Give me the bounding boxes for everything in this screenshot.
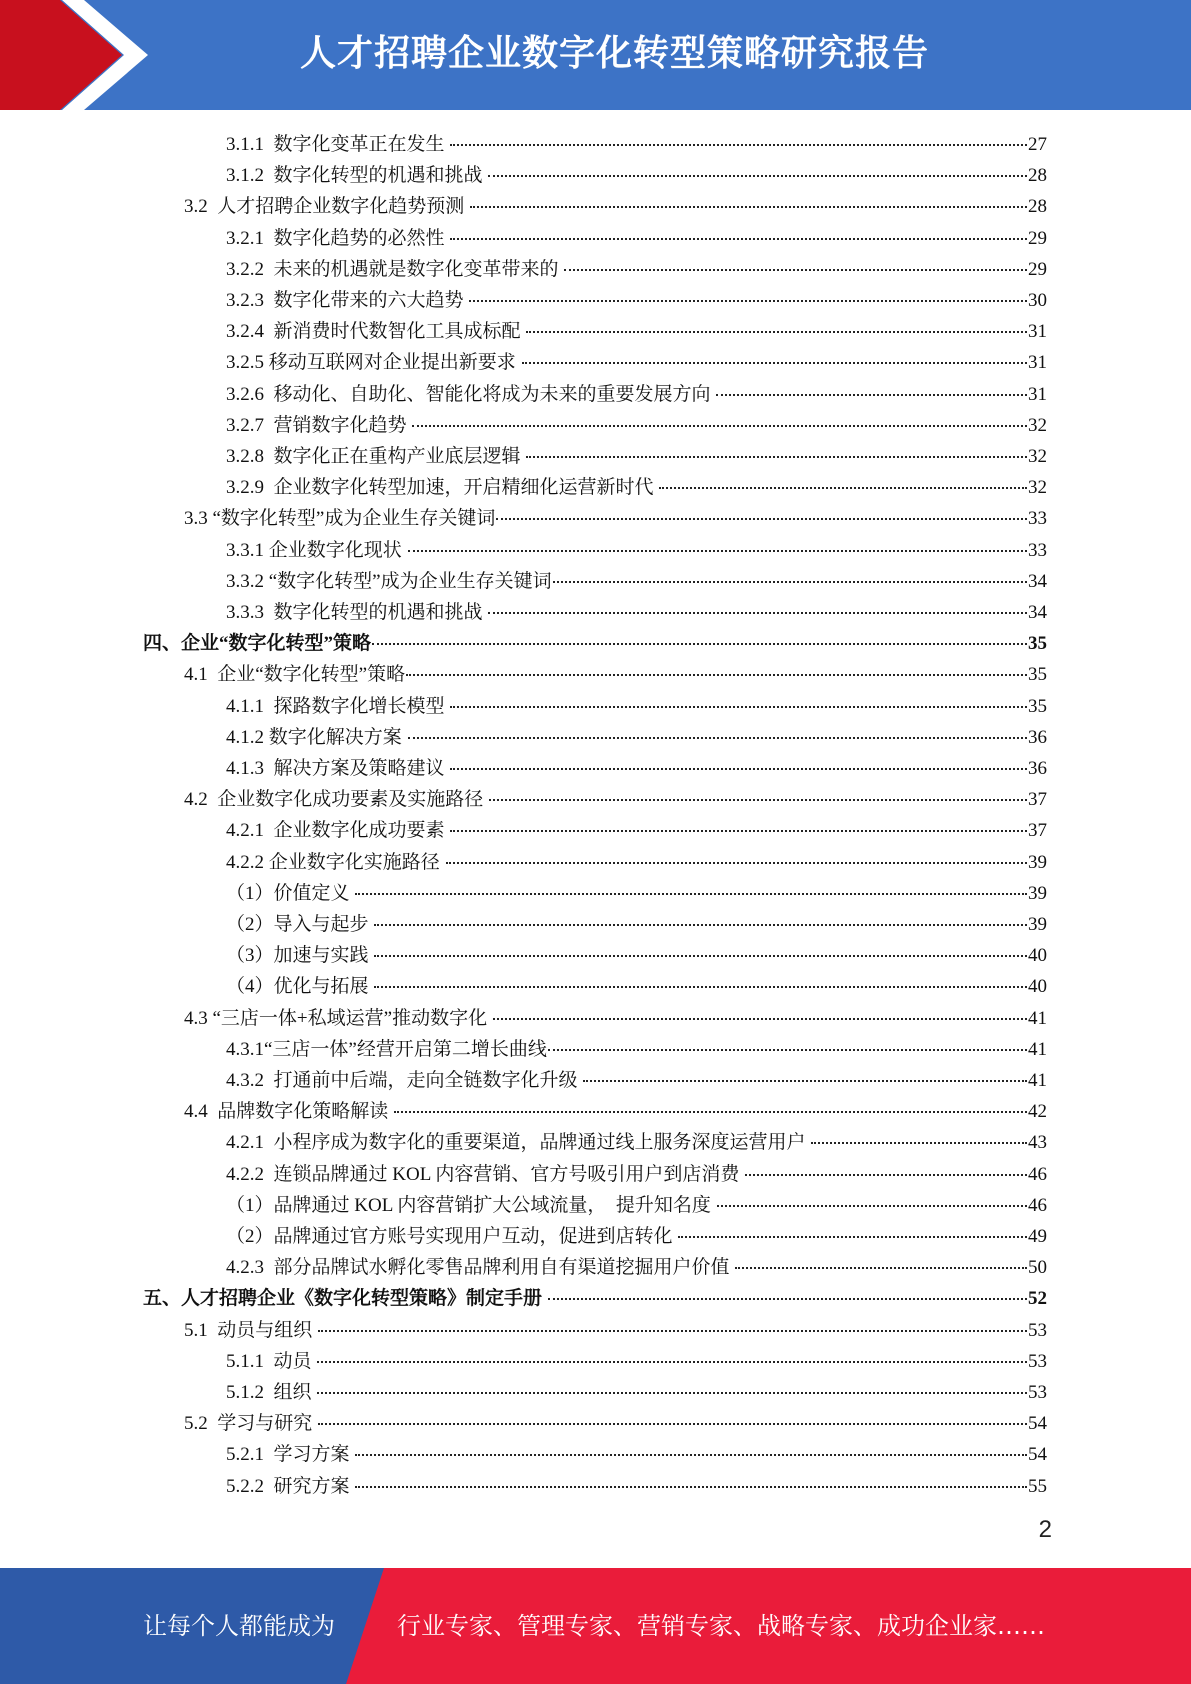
toc-entry[interactable]	[226, 316, 1047, 347]
toc-entry[interactable]	[226, 1377, 1047, 1408]
toc-entry-title: 3.2.4 新消费时代数智化工具成标配	[226, 321, 526, 343]
toc-dot-leader	[493, 1017, 1027, 1020]
toc-dot-leader	[745, 1173, 1027, 1176]
footer-slogan: 让每个人都能成为	[143, 1612, 335, 1640]
toc-entry[interactable]	[184, 503, 1047, 534]
toc-entry-title: 3.2.3 数字化带来的六大趋势	[226, 290, 469, 311]
toc-entry[interactable]	[143, 1283, 1047, 1314]
toc-dot-leader	[355, 1485, 1027, 1488]
toc-dot-leader	[488, 611, 1027, 614]
toc-entry[interactable]	[226, 815, 1047, 846]
toc-entry-page: 46	[1028, 1194, 1047, 1216]
toc-entry[interactable]	[143, 628, 1047, 659]
toc-dot-leader	[548, 1048, 1027, 1051]
toc-entry-page: 49	[1028, 1226, 1047, 1247]
toc-entry[interactable]	[184, 1096, 1047, 1127]
toc-entry[interactable]	[226, 1471, 1047, 1502]
toc-dot-leader	[548, 1297, 1027, 1300]
toc-entry[interactable]	[226, 160, 1047, 191]
toc-entry-page: 55	[1028, 1475, 1047, 1497]
toc-entry-page: 35	[1028, 664, 1047, 686]
toc-entry-page: 52	[1028, 1288, 1047, 1310]
toc-entry-page: 31	[1028, 383, 1047, 405]
toc-entry[interactable]	[184, 1315, 1047, 1346]
toc-dot-leader	[408, 736, 1027, 739]
footer-roles: 行业专家、管理专家、营销专家、战略专家、成功企业家……	[397, 1612, 1045, 1640]
toc-entry-page: 27	[1028, 134, 1047, 155]
toc-dot-leader	[408, 549, 1027, 552]
toc-entry-title: 5.2.2 研究方案	[226, 1475, 355, 1497]
toc-entry-title: 四、企业“数字化转型”策略	[143, 633, 372, 655]
toc-entry[interactable]	[184, 1003, 1047, 1034]
toc-entry-page: 34	[1028, 570, 1047, 592]
toc-entry[interactable]	[226, 753, 1047, 784]
toc-entry-page: 29	[1028, 227, 1047, 249]
toc-dot-leader	[716, 393, 1027, 396]
toc-entry-page: 40	[1028, 976, 1047, 998]
toc-dot-leader	[450, 705, 1027, 708]
toc-dot-leader	[450, 829, 1027, 832]
toc-entry-page: 35	[1028, 695, 1047, 717]
toc-dot-leader	[450, 767, 1027, 770]
toc-dot-leader	[374, 923, 1027, 926]
toc-entry-title: （3）加速与实践	[226, 945, 374, 967]
toc-entry-title: 4.1.2 数字化解决方案	[226, 726, 407, 748]
toc-dot-leader	[318, 1329, 1027, 1332]
toc-entry[interactable]	[226, 1252, 1047, 1283]
toc-entry[interactable]	[226, 129, 1047, 160]
toc-entry[interactable]	[226, 1439, 1047, 1470]
toc-entry-page: 53	[1028, 1382, 1047, 1403]
toc-dot-leader	[526, 455, 1027, 458]
toc-entry-page: 42	[1028, 1101, 1047, 1123]
toc-entry[interactable]	[226, 566, 1047, 597]
page-header	[0, 0, 1191, 110]
toc-entry-title: 3.1.2 数字化转型的机遇和挑战	[226, 165, 488, 187]
toc-dot-leader	[489, 798, 1027, 801]
toc-entry-title: 3.3.2 “数字化转型”成为企业生存关键词	[226, 570, 552, 592]
toc-entry-title: 4.3.1“三店一体”经营开启第二增长曲线	[226, 1038, 547, 1060]
toc-entry-title: 4.2.1 企业数字化成功要素	[226, 820, 450, 842]
toc-entry-page: 43	[1028, 1132, 1047, 1154]
toc-dot-leader	[583, 1079, 1027, 1082]
toc-dot-leader	[317, 1391, 1027, 1394]
toc-entry-page: 39	[1028, 914, 1047, 935]
toc-entry-title: （1）品牌通过 KOL 内容营销扩大公域流量， 提升知名度	[226, 1194, 716, 1216]
toc-entry[interactable]	[226, 909, 1047, 940]
toc-entry[interactable]	[184, 659, 1047, 690]
toc-entry-page: 35	[1028, 633, 1047, 655]
toc-entry[interactable]	[226, 347, 1047, 378]
toc-dot-leader	[372, 642, 1027, 645]
toc-entry[interactable]	[226, 1159, 1047, 1190]
toc-dot-leader	[394, 1110, 1027, 1113]
toc-dot-leader	[678, 1235, 1027, 1238]
toc-entry-page: 36	[1028, 758, 1047, 779]
toc-entry-title: 4.2.2 连锁品牌通过 KOL 内容营销、官方号吸引用户到店消费	[226, 1163, 745, 1185]
toc-entry[interactable]	[226, 1346, 1047, 1377]
toc-entry-title: 4.1 企业“数字化转型”策略	[184, 664, 406, 686]
toc-entry-page: 33	[1028, 539, 1047, 561]
toc-entry-title: 3.2.5 移动互联网对企业提出新要求	[226, 352, 521, 374]
toc-entry-page: 46	[1028, 1163, 1047, 1185]
toc-entry-title: 4.2.2 企业数字化实施路径	[226, 851, 445, 873]
report-title: 人才招聘企业数字化转型策略研究报告	[300, 33, 930, 74]
toc-entry-page: 28	[1028, 196, 1047, 218]
toc-entry-title: 4.3 “三店一体+私域运营”推动数字化	[184, 1007, 492, 1029]
toc-entry[interactable]	[226, 254, 1047, 285]
toc-entry[interactable]	[226, 1127, 1047, 1158]
toc-entry-title: 5.2.1 学习方案	[226, 1444, 355, 1466]
toc-entry[interactable]	[226, 1065, 1047, 1096]
toc-dot-leader	[488, 174, 1027, 177]
toc-entry[interactable]	[226, 223, 1047, 254]
toc-entry[interactable]	[226, 410, 1047, 441]
toc-entry-title: 4.3.2 打通前中后端，走向全链数字化升级	[226, 1070, 583, 1091]
toc-entry-page: 39	[1028, 851, 1047, 873]
toc-entry-page: 41	[1028, 1007, 1047, 1029]
toc-entry-page: 34	[1028, 602, 1047, 623]
toc-entry-title: 5.2 学习与研究	[184, 1413, 318, 1435]
toc-entry[interactable]	[226, 285, 1047, 316]
toc-dot-leader	[811, 1141, 1027, 1144]
toc-entry-page: 31	[1028, 321, 1047, 343]
toc-entry-title: 5.1 动员与组织	[184, 1319, 318, 1341]
toc-entry-title: 3.3 “数字化转型”成为企业生存关键词	[184, 508, 496, 530]
toc-entry[interactable]	[226, 441, 1047, 472]
toc-entry-title: 4.2 企业数字化成功要素及实施路径	[184, 789, 489, 811]
toc-entry-page: 33	[1028, 508, 1047, 530]
toc-entry[interactable]	[226, 597, 1047, 628]
toc-entry-page: 28	[1028, 165, 1047, 187]
toc-entry-page: 54	[1028, 1413, 1047, 1435]
toc-dot-leader	[355, 892, 1027, 895]
toc-dot-leader	[470, 205, 1027, 208]
toc-dot-leader	[450, 143, 1027, 146]
toc-entry-title: 3.3.1 企业数字化现状	[226, 539, 407, 561]
toc-entry-page: 32	[1028, 446, 1047, 467]
toc-entry-title: 4.4 品牌数字化策略解读	[184, 1101, 394, 1123]
toc-entry-title: 五、人才招聘企业《数字化转型策略》制定手册	[143, 1288, 547, 1310]
toc-entry-page: 41	[1028, 1038, 1047, 1060]
toc-dot-leader	[564, 268, 1027, 271]
toc-entry[interactable]	[226, 691, 1047, 722]
toc-entry[interactable]	[226, 379, 1047, 410]
toc-dot-leader	[659, 486, 1027, 489]
toc-entry-title: 5.1.1 动员	[226, 1350, 317, 1372]
toc-dot-leader	[318, 1422, 1027, 1425]
toc-entry-page: 32	[1028, 414, 1047, 436]
toc-entry[interactable]	[226, 847, 1047, 878]
toc-entry-title: 3.2.6 移动化、自助化、智能化将成为未来的重要发展方向	[226, 383, 716, 405]
toc-entry-title: （2）导入与起步	[226, 914, 374, 935]
toc-dot-leader	[526, 330, 1027, 333]
toc-entry-page: 32	[1028, 477, 1047, 499]
toc-entry-title: 4.1.3 解决方案及策略建议	[226, 758, 450, 779]
toc-dot-leader	[553, 580, 1027, 583]
toc-entry-page: 40	[1028, 945, 1047, 967]
toc-entry-title: （4）优化与拓展	[226, 976, 374, 998]
toc-entry[interactable]	[226, 1034, 1047, 1065]
toc-entry[interactable]	[226, 1221, 1047, 1252]
toc-entry-title: （1）价值定义	[226, 882, 355, 904]
toc-entry-page: 53	[1028, 1319, 1047, 1341]
toc-entry-title: 3.2.2 未来的机遇就是数字化变革带来的	[226, 258, 564, 280]
toc-dot-leader	[735, 1266, 1027, 1269]
toc-dot-leader	[374, 985, 1027, 988]
toc-dot-leader	[406, 673, 1027, 676]
toc-dot-leader	[317, 1360, 1027, 1363]
toc-entry-page: 30	[1028, 290, 1047, 311]
toc-entry-page: 54	[1028, 1444, 1047, 1466]
toc-entry-title: 3.2.9 企业数字化转型加速，开启精细化运营新时代	[226, 477, 659, 499]
toc-entry[interactable]	[226, 1190, 1047, 1221]
toc-entry[interactable]	[226, 878, 1047, 909]
toc-entry-page: 37	[1028, 789, 1047, 811]
toc-entry[interactable]	[226, 472, 1047, 503]
toc-entry[interactable]	[184, 1408, 1047, 1439]
toc-dot-leader	[717, 1204, 1027, 1207]
toc-entry-page: 53	[1028, 1350, 1047, 1372]
toc-entry[interactable]	[226, 535, 1047, 566]
toc-entry-page: 39	[1028, 882, 1047, 904]
toc-entry-title: 5.1.2 组织	[226, 1382, 317, 1403]
toc-entry[interactable]	[184, 784, 1047, 815]
toc-entry-page: 36	[1028, 726, 1047, 748]
toc-dot-leader	[522, 361, 1027, 364]
toc-dot-leader	[496, 517, 1027, 520]
toc-entry-page: 31	[1028, 352, 1047, 374]
toc-dot-leader	[469, 299, 1027, 302]
toc-entry-title: 3.2.8 数字化正在重构产业底层逻辑	[226, 446, 526, 467]
toc-dot-leader	[450, 237, 1027, 240]
toc-entry-page: 37	[1028, 820, 1047, 842]
toc-entry-title: 4.1.1 探路数字化增长模型	[226, 695, 450, 717]
toc-entry-title: 3.3.3 数字化转型的机遇和挑战	[226, 602, 488, 623]
toc-entry-title: 3.2 人才招聘企业数字化趋势预测	[184, 196, 470, 218]
toc-dot-leader	[412, 424, 1027, 427]
toc-entry-page: 50	[1028, 1257, 1047, 1279]
toc-entry-title: 3.2.1 数字化趋势的必然性	[226, 227, 450, 249]
toc-entry-title: 4.2.3 部分品牌试水孵化零售品牌利用自有渠道挖掘用户价值	[226, 1257, 735, 1279]
page-number: 2	[1038, 1516, 1052, 1543]
toc-entry-page: 29	[1028, 258, 1047, 280]
toc-entry[interactable]	[226, 722, 1047, 753]
toc-dot-leader	[374, 954, 1027, 957]
toc-entry-title: 4.2.1 小程序成为数字化的重要渠道，品牌通过线上服务深度运营用户	[226, 1132, 811, 1154]
toc-entry[interactable]	[226, 971, 1047, 1002]
toc-entry-title: 3.1.1 数字化变革正在发生	[226, 134, 450, 155]
toc-entry[interactable]	[226, 940, 1047, 971]
toc-dot-leader	[446, 861, 1027, 864]
toc-entry-title: 3.2.7 营销数字化趋势	[226, 414, 412, 436]
toc-entry[interactable]	[184, 191, 1047, 222]
toc-entry-page: 41	[1028, 1070, 1047, 1091]
toc-dot-leader	[355, 1453, 1027, 1456]
page-footer	[0, 1568, 1191, 1684]
toc-entry-title: （2）品牌通过官方账号实现用户互动，促进到店转化	[226, 1226, 678, 1247]
